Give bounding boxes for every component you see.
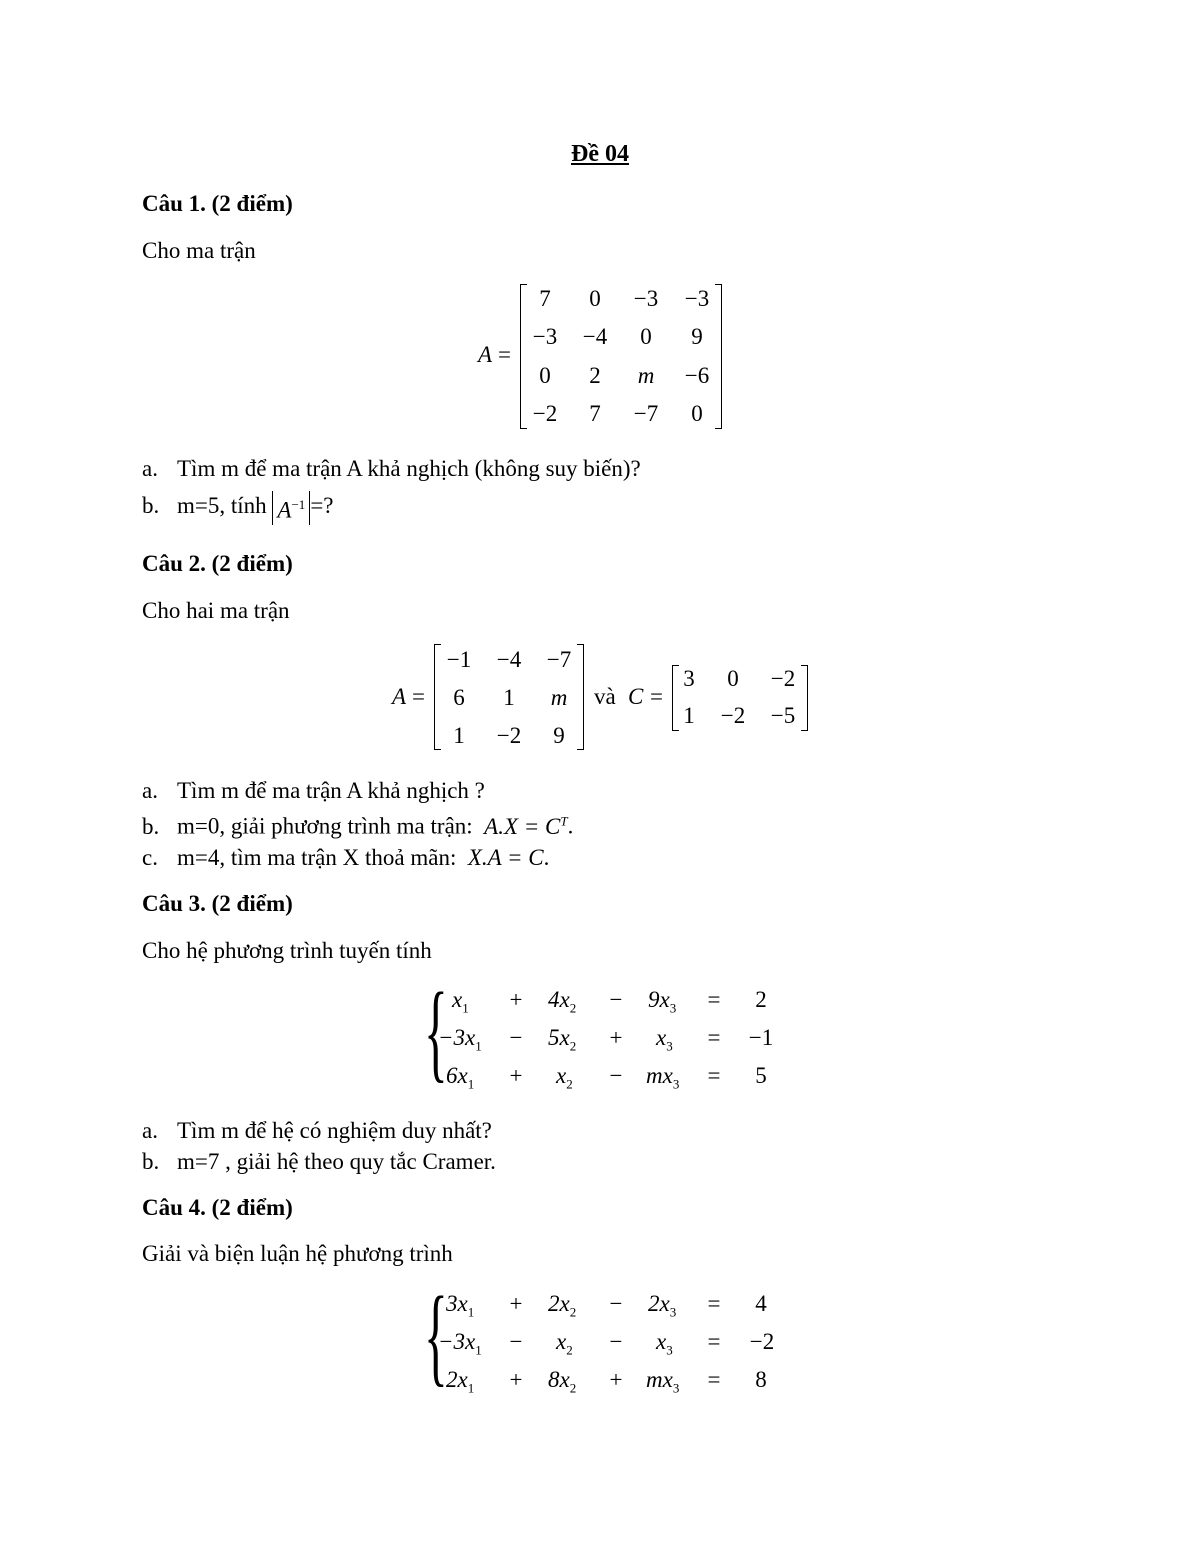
q4-term: $2x_2$ — [548, 1291, 577, 1320]
q3-eq: = — [707, 1025, 721, 1050]
q3-rhs: 2 — [755, 987, 767, 1012]
q3-eq: = — [707, 1063, 721, 1088]
q3-op: − — [609, 987, 623, 1012]
q2-c-cell: −2 — [720, 703, 746, 728]
q1-cell: −3 — [532, 324, 558, 349]
q3-op: + — [509, 1063, 523, 1088]
q3-term: $6x_1$ — [446, 1063, 475, 1092]
q2-c-cell: −5 — [770, 703, 796, 728]
q2-matrices-equation — [392, 644, 812, 752]
q3-system — [424, 970, 784, 1096]
q3-term: $mx_3$ — [646, 1063, 680, 1092]
q1-b-text: m=5, tính — [177, 493, 267, 519]
q4-rhs: 8 — [755, 1367, 767, 1392]
q2-a-cell: 1 — [453, 723, 465, 748]
q3-rhs: 5 — [755, 1063, 767, 1088]
q2-a-label: a. — [142, 778, 158, 803]
q3-op: − — [509, 1025, 523, 1050]
q4-rhs: 4 — [755, 1291, 767, 1316]
q3-intro: Cho hệ phương trình tuyến tính — [142, 938, 432, 963]
q1-cell: 7 — [539, 286, 551, 311]
q3-term: $9x_3$ — [648, 987, 677, 1016]
q4-term: $x_3$ — [656, 1329, 673, 1358]
q2-c-cell: 3 — [683, 666, 695, 691]
q3-op: − — [609, 1063, 623, 1088]
q1-cell: m — [637, 363, 655, 388]
q1-part-a — [142, 456, 641, 482]
q1-cell: −3 — [684, 286, 710, 311]
q2-a-cell: −1 — [446, 647, 472, 672]
q2-matrix-a — [434, 644, 584, 750]
q4-eq: = — [707, 1367, 721, 1392]
q1-b-label: b. — [142, 493, 160, 519]
q4-eq: = — [707, 1291, 721, 1316]
q3-term: $5x_2$ — [548, 1025, 577, 1054]
q2-a-cell: m — [550, 685, 568, 710]
q3-op: + — [509, 987, 523, 1012]
q4-op: − — [609, 1291, 623, 1316]
q3-term: $4x_2$ — [548, 987, 577, 1016]
q1-intro: Cho ma trận — [142, 238, 256, 263]
q4-op: + — [609, 1367, 623, 1392]
q4-term: $x_2$ — [556, 1329, 573, 1358]
q3-term: $x_2$ — [556, 1063, 573, 1092]
q2-c-equals: = — [650, 684, 663, 709]
q2-c-name: C — [628, 684, 644, 709]
q4-intro: Giải và biện luận hệ phương trình — [142, 1241, 453, 1266]
q4-rhs: −2 — [749, 1329, 775, 1354]
q3-term: $x_1$ — [452, 987, 469, 1016]
q2-a-cell: −4 — [496, 647, 522, 672]
q3-term: $-3x_1$ — [438, 1025, 482, 1054]
q1-cell: −7 — [633, 401, 659, 426]
q1-cell: 9 — [691, 324, 703, 349]
q4-system — [424, 1274, 784, 1400]
exam-title: Đề 04 — [571, 141, 629, 167]
q1-cell: 0 — [539, 363, 551, 388]
q1-cell: 7 — [589, 401, 601, 426]
q4-op: − — [609, 1329, 623, 1354]
q1-cell: 2 — [589, 363, 601, 388]
q1-cell: 0 — [691, 401, 703, 426]
q1-matrix — [520, 284, 722, 429]
q3-a-text: Tìm m để hệ có nghiệm duy nhất? — [177, 1118, 492, 1143]
q1-cell: −2 — [532, 401, 558, 426]
q2-a-cell: −7 — [546, 647, 572, 672]
q3-a-label: a. — [142, 1118, 158, 1143]
q2-b-label: b. — [142, 813, 160, 839]
q2-c-end: . — [543, 845, 550, 870]
q3-rhs: −1 — [748, 1025, 774, 1050]
q2-part-b — [142, 813, 573, 840]
q4-term: $mx_3$ — [646, 1367, 680, 1396]
q1-matrix-name: A — [478, 342, 493, 367]
q2-a-cell: 6 — [453, 685, 465, 710]
q2-matrix-c — [672, 665, 808, 731]
q2-a-equals: = — [412, 684, 425, 709]
q3-b-text: m=7 , giải hệ theo quy tắc Cramer. — [177, 1149, 496, 1174]
q2-a-name: A — [392, 684, 407, 709]
q2-intro: Cho hai ma trận — [142, 598, 290, 623]
q2-c-cell: 1 — [683, 703, 695, 728]
q4-term: $3x_1$ — [446, 1291, 475, 1320]
q2-a-cell: 9 — [553, 723, 565, 748]
q1-cell: −3 — [633, 286, 659, 311]
q3-eq: = — [707, 987, 721, 1012]
q1-heading: Câu 1. (2 điểm) — [142, 191, 293, 216]
q2-and: và — [594, 684, 616, 709]
q4-term: $2x_3$ — [648, 1291, 677, 1320]
q4-op: + — [509, 1291, 523, 1316]
q2-c-cell: −2 — [770, 666, 796, 691]
q4-heading: Câu 4. (2 điểm) — [142, 1195, 293, 1220]
q3-heading: Câu 3. (2 điểm) — [142, 891, 293, 916]
q1-b-determinant: $A^{-1}$ — [272, 491, 310, 525]
q2-part-a — [142, 778, 485, 804]
q2-b-text: m=0, giải phương trình ma trận: — [177, 813, 473, 839]
q1-a-label: a. — [142, 456, 158, 481]
q3-term: $x_3$ — [656, 1025, 673, 1054]
q1-b-tail: =? — [310, 493, 334, 519]
q4-brace: { — [424, 1274, 448, 1396]
q1-a-text: Tìm m để ma trận A khả nghịch (không suy biến)? — [177, 456, 641, 481]
q1-part-b — [142, 491, 334, 525]
q4-eq: = — [707, 1329, 721, 1354]
q3-part-a — [142, 1118, 492, 1144]
q2-a-text: Tìm m để ma trận A khả nghịch ? — [177, 778, 485, 803]
q3-brace: { — [424, 970, 448, 1092]
q3-part-b — [142, 1149, 496, 1175]
q1-equals: = — [498, 342, 511, 367]
q4-op: − — [509, 1329, 523, 1354]
q3-b-label: b. — [142, 1149, 160, 1174]
q4-term: $-3x_1$ — [438, 1329, 482, 1358]
q4-op: + — [509, 1367, 523, 1392]
q2-c-label: c. — [142, 845, 158, 870]
q2-b-end: . — [567, 813, 574, 839]
q3-op: + — [609, 1025, 623, 1050]
q2-a-cell: 1 — [503, 685, 515, 710]
q2-part-c — [142, 845, 549, 871]
q2-a-cell: −2 — [496, 723, 522, 748]
q2-heading: Câu 2. (2 điểm) — [142, 551, 293, 576]
q1-cell: 0 — [589, 286, 601, 311]
q1-matrix-equation — [478, 284, 728, 429]
q2-c-cell: 0 — [727, 666, 739, 691]
q4-term: $8x_2$ — [548, 1367, 577, 1396]
q2-c-text: m=4, tìm ma trận X thoả mãn: — [177, 845, 457, 870]
q1-cell: −6 — [684, 363, 710, 388]
q4-term: $2x_1$ — [446, 1367, 475, 1396]
q1-cell: −4 — [582, 324, 608, 349]
q2-b-math: $A.X = C^T$ — [484, 813, 568, 839]
q1-cell: 0 — [640, 324, 652, 349]
q2-c-math: X.A = C — [467, 845, 544, 870]
